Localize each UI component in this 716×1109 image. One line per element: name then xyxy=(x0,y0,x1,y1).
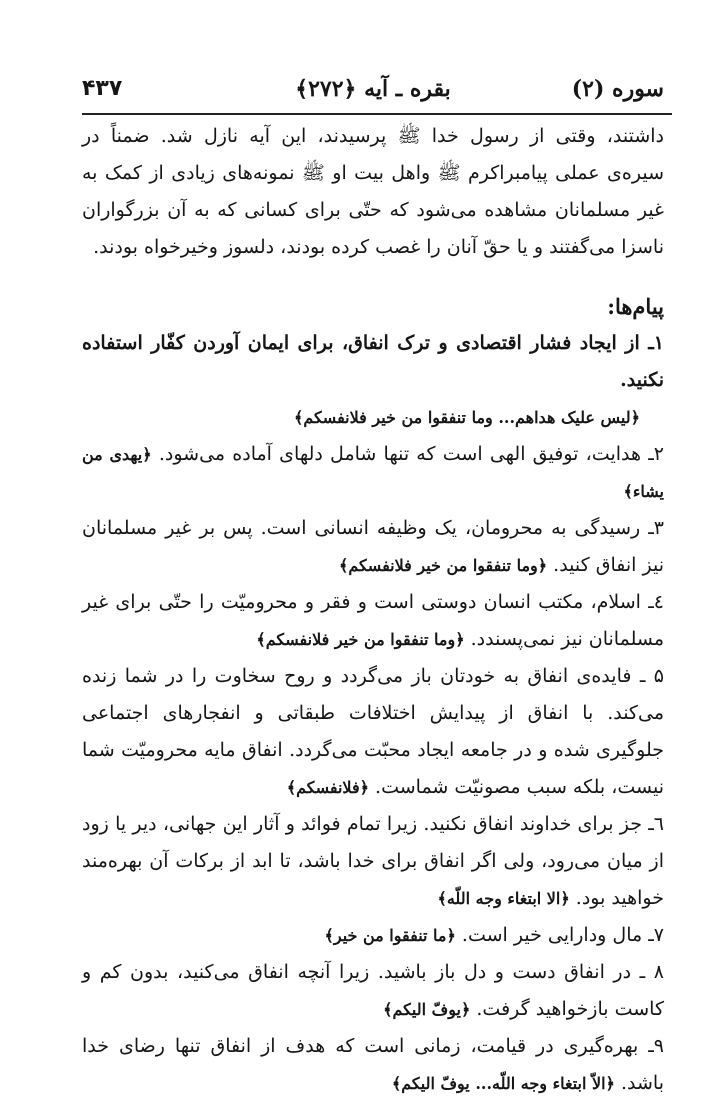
message-item xyxy=(82,325,664,399)
message-text: ۳ـ رسیدگی به محرومان، یک وظیفه انسانی است. پس بر غیر مسلمانان نیز انفاق کنید. xyxy=(82,517,664,576)
message-item xyxy=(82,917,664,954)
message-quote-line xyxy=(82,399,664,436)
message-text: ۵ ـ فایده‌ی انفاق به خودتان باز می‌گردد و روح سخاوت را در شما زنده می‌کند. با انفاق از پیدایش اختلافات طبقاتی و انفجارهای اجتماعی جلوگیری شده و در جامعه ایجاد محبّت می‌گردد. انفاق مایه محرومیّت شما نیست، بلکه سبب مصونیّت شماست. xyxy=(82,665,664,798)
surah-label: سوره (۲) xyxy=(571,76,664,102)
message-text: ۱ـ از ایجاد فشار اقتصادی و ترک انفاق، برای ایمان آوردن کفّار استفاده نکنید. xyxy=(82,332,664,391)
message-item xyxy=(82,806,664,917)
message-quote: ﴿ما تنفقوا من خیر﴾ xyxy=(324,926,456,945)
message-text: ۲ـ هدایت، توفیق الهی است که تنها شامل دلهای آماده می‌شود. xyxy=(158,443,665,465)
message-text: ٤ـ اسلام، مکتب انسان دوستی است و فقر و محرومیّت را حتّی برای غیر مسلمانان نیز نمی‌پسندد. xyxy=(82,591,664,650)
message-quote: ﴿فلانفسکم﴾ xyxy=(286,778,369,797)
message-text: ۸ ـ در انفاق دست و دل باز باشید. زیرا آنچه انفاق می‌کنید، بدون کم و کاست بازخواهید گرفت. xyxy=(82,961,664,1020)
message-item xyxy=(82,1028,664,1102)
message-item xyxy=(82,436,664,510)
message-item xyxy=(82,510,664,584)
message-item xyxy=(82,954,664,1028)
message-quote: ﴿الا ابتغاء وجه اللّه﴾ xyxy=(437,889,570,908)
message-quote: ﴿لیس علیک هداهم... وما تنفقوا من خیر فلانفسکم﴾ xyxy=(293,408,640,427)
message-text: ٦ـ جز برای خداوند انفاق نکنید. زیرا تمام فوائد و آثار این جهانی، دیر یا زود از میان می‌رود، ولی اگر انفاق برای خدا باشد، تا ابد از برکات آن بهره‌مند خواهید بود. xyxy=(82,813,664,909)
message-quote: ﴿وما تنفقوا من خیر فلانفسکم﴾ xyxy=(338,556,548,575)
messages-title: پیام‌ها: xyxy=(607,294,664,319)
message-text: ۹ـ بهره‌گیری در قیامت، زمانی است که هدف از انفاق تنها رضای خدا باشد. xyxy=(82,1035,664,1094)
message-item xyxy=(82,584,664,658)
message-quote: ﴿یهدی من یشاء﴾ xyxy=(82,445,664,501)
intro-paragraph: داشتند، وقتی از رسول خدا ﷺ پرسیدند، این آیه نازل شد. ضمناً در سیره‌ی عملی پیامبراکرم ﷺ واهل بیت او ﷺ نمونه‌های زیادی از کمک به غیر مسلمانان مشاهده می‌شود که حتّی برای کسانی که به آن بزرگواران ناسزا می‌گفتند و یا حقّ آنان را غصب کرده بودند، دلسوز وخیرخواه بودند. xyxy=(82,125,664,258)
ayah-label: بقره ـ آیه ﴿۲۷۲﴾ xyxy=(295,76,451,102)
page-header xyxy=(82,76,664,110)
message-quote: ﴿یوفّ الیکم﴾ xyxy=(383,1000,471,1019)
page-number: ۴۳۷ xyxy=(82,76,123,101)
page-body xyxy=(82,118,664,1102)
message-item xyxy=(82,658,664,806)
message-text: ۷ـ مال ودارایی خیر است. xyxy=(461,924,664,946)
message-quote: ﴿وما تنفقوا من خیر فلانفسکم﴾ xyxy=(256,630,465,649)
message-quote: ﴿الاّ ابتغاء وجه اللّه... یوفّ الیکم﴾ xyxy=(391,1074,615,1093)
header-rule xyxy=(82,113,672,115)
